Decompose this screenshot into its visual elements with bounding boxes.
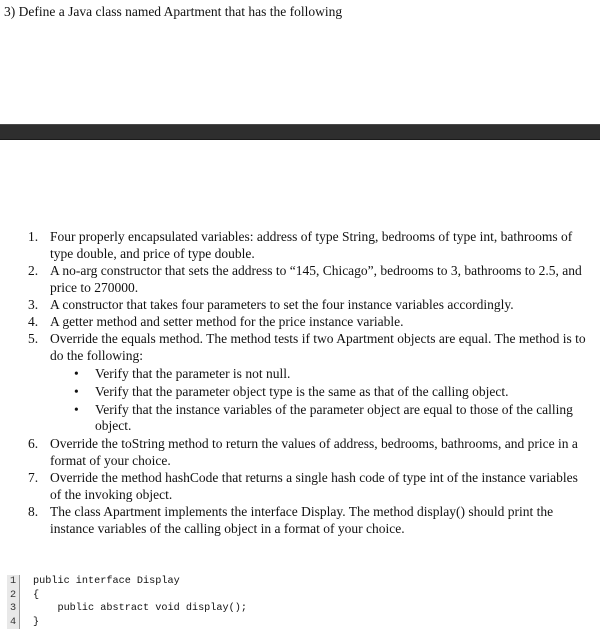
requirement-number: 8. <box>28 504 39 520</box>
requirement-number: 6. <box>28 436 39 452</box>
requirement-text: Override the equals method. The method tests if two Apartment objects are equal. The method is to do the following: <box>50 331 586 364</box>
sub-requirement-text: Verify that the parameter object type is the same as that of the calling object. <box>95 383 509 399</box>
code-text: public interface Display <box>33 576 180 587</box>
requirement-text: Override the toString method to return the values of address, bedrooms, bathrooms, and price in a format of your choice. <box>50 436 578 468</box>
line-number: 3 <box>7 602 20 616</box>
requirement-item <box>0 297 600 314</box>
requirement-item <box>0 436 600 470</box>
requirement-number: 1. <box>28 229 39 244</box>
sub-requirement-item <box>50 366 590 383</box>
requirement-item <box>0 263 600 297</box>
requirement-item <box>0 314 600 331</box>
requirement-item <box>0 504 600 538</box>
requirement-text: A constructor that takes four parameters to set the four instance variables accordingly. <box>50 296 514 312</box>
divider-bar <box>0 124 600 140</box>
requirement-text: Four properly encapsulated variables: address of type String, bedrooms of type int, bathrooms of type double, and price of type double. <box>50 229 573 261</box>
requirement-text: Override the method hashCode that returns a single hash code of type int of the instance variables of the invoking object. <box>50 470 578 502</box>
requirement-number: 7. <box>28 470 39 486</box>
code-line <box>7 575 327 589</box>
bullet-icon: • <box>74 365 79 381</box>
equals-checks-list <box>50 366 590 435</box>
requirement-text: A getter method and setter method for the price instance variable. <box>50 314 404 330</box>
code-line <box>7 589 327 603</box>
code-snippet <box>7 575 327 629</box>
code-text: public abstract void display(); <box>33 603 247 614</box>
requirement-item <box>0 470 600 504</box>
line-number: 4 <box>7 616 20 630</box>
requirement-text: The class Apartment implements the interface Display. The method display() should print the instance variables of the calling object in a format of your choice. <box>50 504 554 536</box>
sub-requirement-text: Verify that the parameter is not null. <box>95 365 291 381</box>
requirement-number: 2. <box>28 262 39 278</box>
requirement-number: 5. <box>28 331 39 347</box>
bullet-icon: • <box>74 383 79 399</box>
requirements-list <box>0 229 600 538</box>
code-line <box>7 602 327 616</box>
requirement-item <box>0 331 600 435</box>
line-number: 1 <box>7 575 20 589</box>
sub-requirement-item <box>50 384 590 401</box>
sub-requirement-item <box>50 402 590 436</box>
sub-requirement-text: Verify that the instance variables of the parameter object are equal to those of the calling object. <box>95 401 573 434</box>
bullet-icon: • <box>74 401 79 417</box>
requirement-item <box>0 229 600 263</box>
code-text: } <box>33 616 40 628</box>
code-line <box>7 616 327 630</box>
requirement-number: 3. <box>28 296 39 312</box>
requirement-number: 4. <box>28 314 39 330</box>
line-number: 2 <box>7 589 20 603</box>
code-text: { <box>33 589 40 601</box>
requirement-text: A no-arg constructor that sets the address to “145, Chicago”, bedrooms to 3, bathrooms to 2.5, and price to 270000. <box>50 262 582 295</box>
question-title: 3) Define a Java class named Apartment that has the following <box>4 4 343 19</box>
